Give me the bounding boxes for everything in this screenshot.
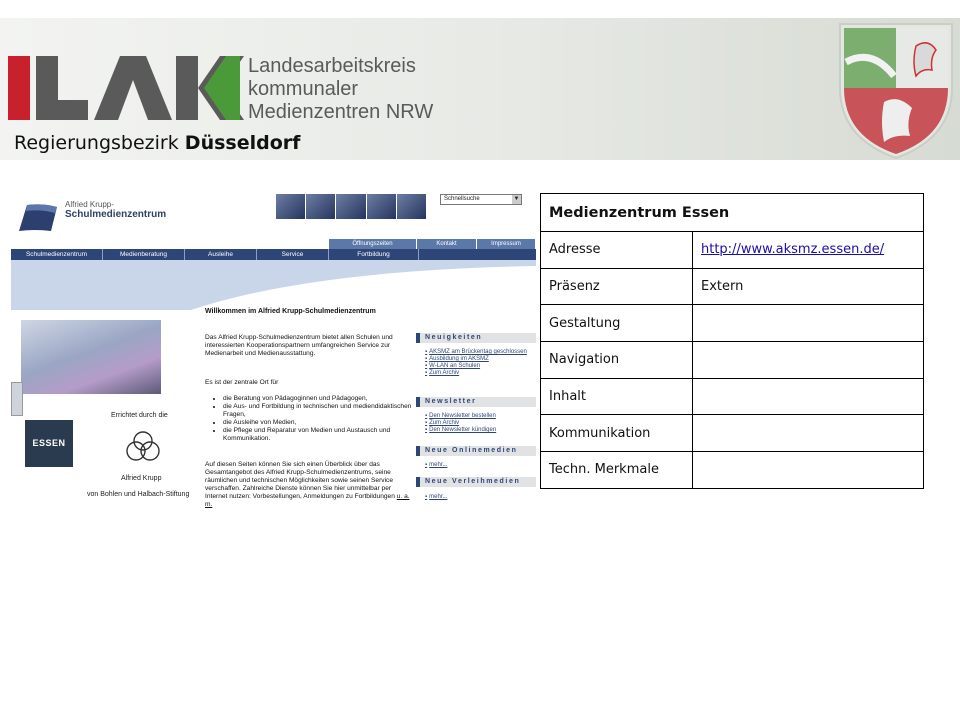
nav-service[interactable]: Service [257, 249, 329, 260]
nav-kontakt[interactable]: Kontakt [417, 239, 477, 249]
newsletter-link[interactable]: ▪ Zum Archiv [425, 420, 535, 427]
list-item: • die Aus- und Fortbildung in technischen und mediendidaktischen Fragen, [223, 403, 415, 419]
classroom-photo [21, 320, 161, 394]
online-media-heading: Neue Onlinemedien [416, 446, 536, 456]
list-item: • die Beratung von Pädagoginnen und Pädagogen, [223, 395, 415, 403]
newsletter-links [425, 413, 535, 434]
logo-line-1: Landesarbeitskreis [248, 55, 416, 77]
nrw-coat-of-arms-icon [832, 18, 960, 160]
list-item: • die Pflege und Reparatur von Medien und Austausch und Kommunikation. [223, 427, 415, 443]
table-row [541, 378, 924, 415]
website-link[interactable]: http://www.aksmz.essen.de/ [701, 242, 885, 258]
quicksearch-value: Schnellsuche [444, 196, 480, 202]
region-title [14, 132, 300, 154]
header-photo [276, 194, 305, 219]
more-link[interactable]: ▪ mehr... [425, 462, 535, 469]
newsletter-heading: Newsletter [416, 397, 536, 407]
main-nav [11, 249, 536, 260]
funded-by-label: Errichtet durch die [111, 412, 168, 419]
essen-logo: ESSEN [25, 420, 73, 467]
row-label-praesenz: Präsenz [541, 268, 693, 305]
row-value-gestaltung [693, 305, 924, 342]
intro-text: Das Alfried Krupp-Schulmedienzentrum bietet allen Schulen und interessierten Kooperationspartnern umfangreichen Service zur Medienarbeit und Medienausstattung. [205, 334, 393, 357]
row-label-techn-merkmale: Techn. Merkmale [541, 452, 693, 489]
collapse-tab[interactable] [11, 382, 23, 416]
table-row [541, 452, 924, 489]
site-logo-mark [17, 201, 59, 233]
lending-media-heading: Neue Verleihmedien [416, 477, 536, 487]
overview-body: Auf diesen Seiten können Sie sich einen Überblick über das Gesamtangebot des Alfried Krupp-Schulmedienzentrums, seine räumlichen und technischen Möglichkeiten sowie seinen Service verschaffen. Zahlreiche Dienste können Sie hier unmittelbar per Internet nutzen: Vorbestellungen, Anmeldungen zu Fortbildungen [205, 461, 395, 500]
table-row [541, 415, 924, 452]
lak-logo [8, 52, 434, 126]
nav-impressum[interactable]: Impressum [477, 239, 536, 249]
news-link[interactable]: ▪ W-LAN an Schulen [425, 363, 535, 370]
header-photo [336, 194, 365, 219]
table-title: Medienzentrum Essen [541, 194, 924, 232]
row-value-adresse [693, 232, 924, 269]
row-label-gestaltung: Gestaltung [541, 305, 693, 342]
header-swoosh [11, 260, 536, 310]
nav-ausleihe[interactable]: Ausleihe [185, 249, 257, 260]
nav-medienberatung[interactable]: Medienberatung [103, 249, 185, 260]
table-row [541, 342, 924, 379]
logo-line-3: Medienzentren NRW [248, 101, 434, 123]
region-label: Regierungsbezirk [14, 132, 179, 154]
row-value-kommunikation [693, 415, 924, 452]
top-nav [329, 239, 536, 249]
ort-text: Es ist der zentrale Ort für [205, 379, 279, 386]
row-label-kommunikation: Kommunikation [541, 415, 693, 452]
news-link[interactable]: ▪ AKSMZ am Brückentag geschlossen [425, 349, 535, 356]
row-value-praesenz: Extern [693, 268, 924, 305]
row-label-navigation: Navigation [541, 342, 693, 379]
table-row [541, 268, 924, 305]
logo-line-2: kommunaler [248, 78, 359, 100]
news-links [425, 349, 535, 377]
news-link[interactable]: ▪ Ausbildung im AKSMZ [425, 356, 535, 363]
quicksearch-select[interactable] [440, 194, 522, 205]
site-logo-top: Alfried Krupp- [65, 200, 114, 209]
krupp-name: Alfried Krupp [121, 475, 162, 482]
website-screenshot [11, 187, 536, 532]
krupp-rings-logo [124, 430, 162, 462]
site-logo-name: Schulmedienzentrum [65, 209, 167, 220]
row-label-inhalt: Inhalt [541, 378, 693, 415]
row-value-techn-merkmale [693, 452, 924, 489]
stiftung-name: von Bohlen und Halbach-Stiftung [87, 491, 190, 498]
row-label-adresse: Adresse [541, 232, 693, 269]
welcome-heading: Willkommen im Alfried Krupp-Schulmedienzentrum [205, 308, 376, 315]
evaluation-table [540, 193, 924, 489]
list-item: • die Ausleihe von Medien, [223, 419, 415, 427]
header-photo [306, 194, 335, 219]
table-row [541, 232, 924, 269]
online-media-links [425, 462, 535, 469]
lending-media-links [425, 494, 535, 501]
newsletter-link[interactable]: ▪ Den Newsletter bestellen [425, 413, 535, 420]
service-list [215, 395, 415, 443]
region-name: Düsseldorf [184, 132, 301, 154]
nav-oeffnungszeiten[interactable]: Öffnungszeiten [329, 239, 417, 249]
row-value-navigation [693, 342, 924, 379]
table-row [541, 305, 924, 342]
newsletter-link[interactable]: ▪ Den Newsletter kündigen [425, 427, 535, 434]
row-value-inhalt [693, 378, 924, 415]
nav-schulmedienzentrum[interactable]: Schulmedienzentrum [11, 249, 103, 260]
news-link[interactable]: ▪ Zum Archiv [425, 370, 535, 377]
chevron-down-icon[interactable]: ▼ [513, 196, 520, 202]
header-photo [367, 194, 396, 219]
overview-end[interactable]: u. a. m. [205, 493, 410, 508]
more-link[interactable]: ▪ mehr... [425, 494, 535, 501]
photo-strip [276, 194, 426, 219]
header-photo [397, 194, 426, 219]
nav-fortbildung[interactable]: Fortbildung [329, 249, 419, 260]
overview-text [205, 461, 411, 509]
news-heading: Neuigkeiten [416, 333, 536, 343]
table-title-row [541, 194, 924, 232]
nav-spacer [419, 249, 536, 260]
